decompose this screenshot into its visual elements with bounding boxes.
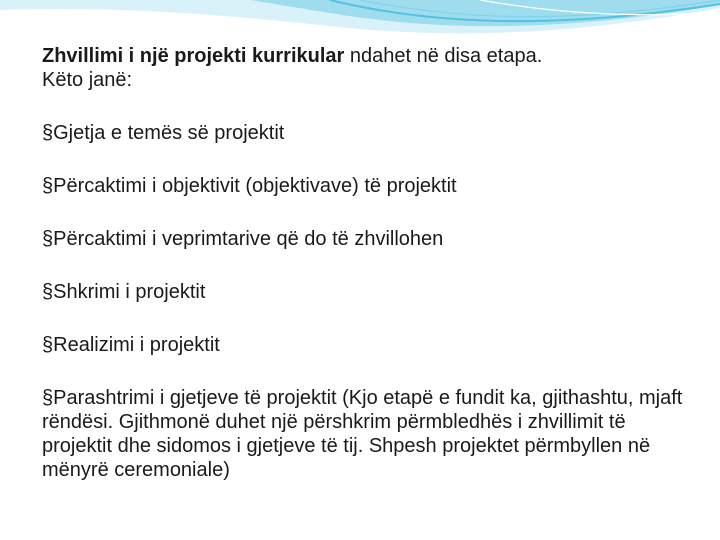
bullet-marker-icon: § [42,281,54,303]
list-item [42,121,692,145]
list-item-text: Gjetja e temës së projektit [53,122,285,144]
list-item [42,280,692,304]
slide-body [42,44,692,482]
list-item [42,386,692,482]
bullet-marker-icon: § [42,122,54,144]
intro-rest-text: ndahet në disa etapa. [344,45,543,67]
list-item [42,333,692,357]
bullet-marker-icon: § [42,334,54,356]
bullet-marker-icon: § [42,387,54,409]
intro-bold-text: Zhvillimi i një projekti kurrikular [42,45,345,67]
bullet-marker-icon: § [42,228,54,250]
list-item [42,174,692,198]
list-item-text: Parashtrimi i gjetjeve të projektit (Kjo etapë e fundit ka, gjithashtu, mjaft rëndësi. Gjithmonë duhet një përshkrim përmbledhës i zhvillimit të projektit dhe sidomos i gjetjeve të tij. Shpesh projektet përmbyllen në mënyrë ceremoniale) [42,387,683,481]
stages-list [42,121,692,482]
list-item-text: Shkrimi i projektit [53,281,206,303]
bullet-marker-icon: § [42,175,54,197]
header-wave-decoration [0,0,720,50]
list-item-text: Realizimi i projektit [53,334,220,356]
intro-second-line: Këto janë: [42,69,133,91]
intro-paragraph [42,44,692,92]
list-item-text: Përcaktimi i objektivit (objektivave) të projektit [53,175,457,197]
list-item [42,227,692,251]
list-item-text: Përcaktimi i veprimtarive që do të zhvillohen [53,228,444,250]
